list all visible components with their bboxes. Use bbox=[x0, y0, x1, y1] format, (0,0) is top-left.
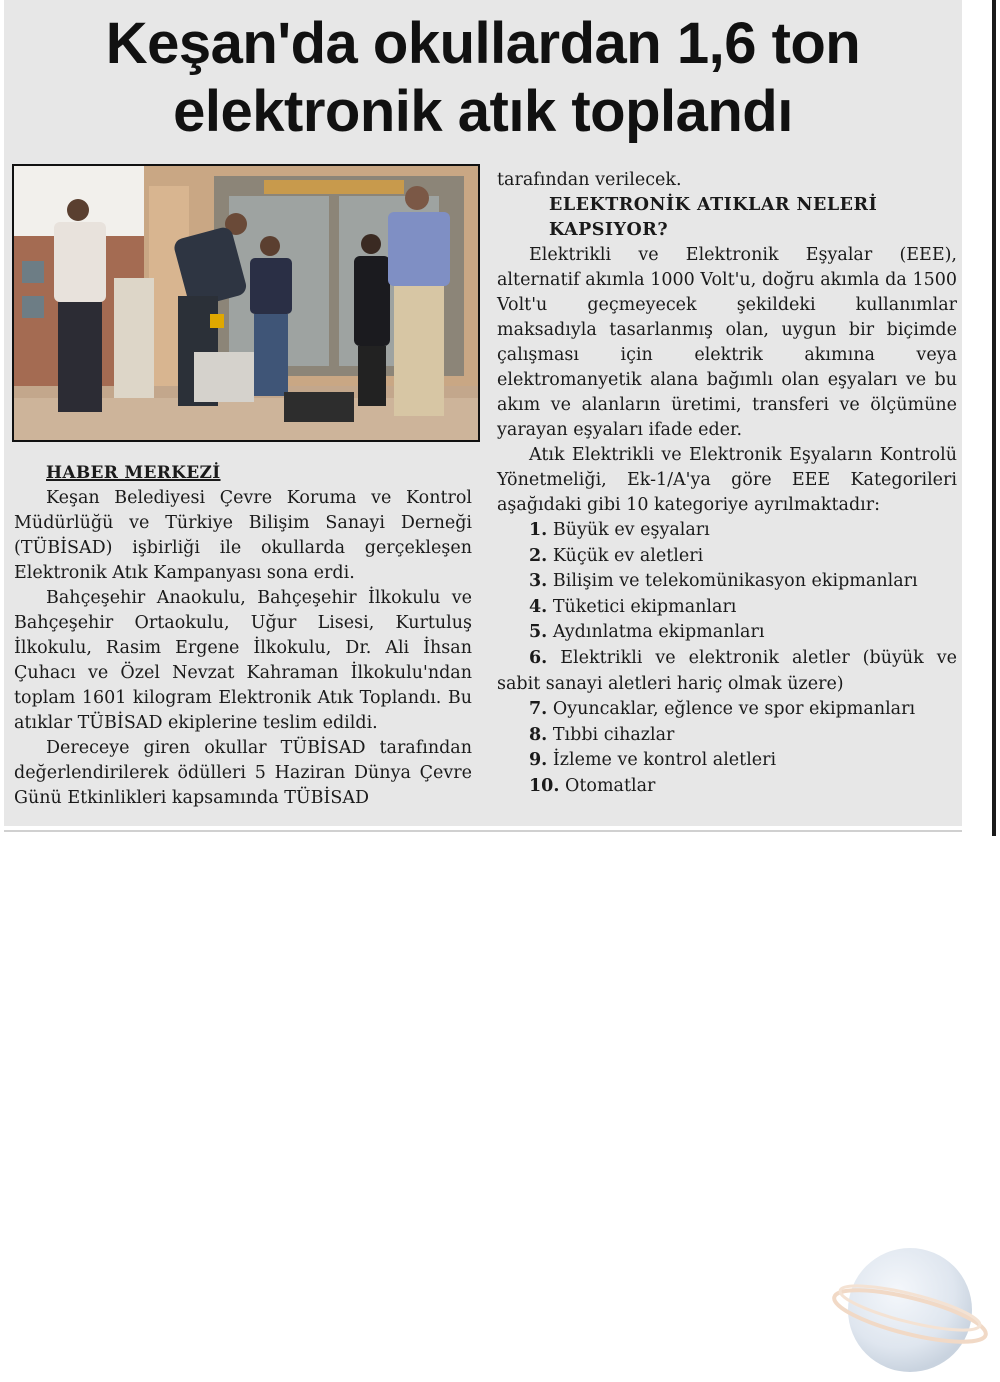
category-text: İzleme ve kontrol aletleri bbox=[552, 750, 777, 771]
category-item bbox=[497, 569, 957, 595]
headline bbox=[4, 10, 962, 146]
right-column bbox=[497, 168, 957, 800]
category-number: 4. bbox=[529, 596, 548, 617]
newspaper-clipping bbox=[4, 0, 962, 826]
category-item bbox=[497, 544, 957, 570]
headline-line-2: elektronik atık toplandı bbox=[173, 79, 793, 144]
category-item bbox=[497, 646, 957, 697]
right-paragraph-2: Atık Elektrikli ve Elektronik Eşyaların Kontrolü Yönetmeliği, Ek-1/A'ya göre EEE Kategorileri aşağıdaki gibi 10 kategoriye ayrılmaktadır: bbox=[497, 445, 957, 515]
headline-line-1: Keşan'da okullardan 1,6 ton bbox=[105, 11, 861, 76]
right-paragraph-1: Elektrikli ve Elektronik Eşyalar (EEE), alternatif akımla 1000 Volt'u, doğru akımla da 1500 Volt'u geçmeyecek şekildeki kullanımlar maksadıyla tasarlanmış olan, uygun bir biçimde çalışması için elektrik akımına veya elektromanyetik alana bağımlı olan eşyaları ve bu akım ve alanların üretimi, transferi ve ölçümüne yarayan eşyaları ifade eder. bbox=[497, 245, 957, 440]
left-paragraph-2: Bahçeşehir Anaokulu, Bahçeşehir İlkokulu ve Bahçeşehir Ortaokulu, Uğur Lisesi, Kurtuluş İlkokulu, Rasim Ergene İlkokulu, Dr. Ali İhsan Çuhacı ve Özel Nevzat Kahraman İlkokulu'ndan toplam 1601 kilogram Elektronik Atık Toplandı. Bu atıklar TÜBİSAD ekiplerine teslim edildi. bbox=[14, 588, 472, 733]
left-paragraph-1: Keşan Belediyesi Çevre Koruma ve Kontrol Müdürlüğü ve Türkiye Bilişim Sanayi Derneği (TÜBİSAD) işbirliği ile okullarda gerçekleşen Elektronik Atık Kampanyası sona erdi. bbox=[14, 488, 472, 583]
byline: HABER MERKEZİ bbox=[46, 463, 221, 483]
category-text: Tüketici ekipmanları bbox=[552, 596, 737, 617]
category-number: 1. bbox=[529, 520, 548, 540]
category-item bbox=[497, 620, 957, 646]
category-text: Büyük ev eşyaları bbox=[552, 520, 710, 540]
category-text: Oyuncaklar, eğlence ve spor ekipmanları bbox=[552, 699, 916, 720]
category-item bbox=[497, 774, 957, 800]
subhead-line-1: ELEKTRONİK ATIKLAR NELERİ bbox=[549, 195, 878, 215]
category-number: 6. bbox=[529, 647, 548, 668]
category-text: Elektrikli ve elektronik aletler (büyük ve sabit sanayi aletleri hariç olmak üzere) bbox=[497, 647, 957, 694]
category-number: 5. bbox=[529, 622, 548, 643]
category-item bbox=[497, 595, 957, 621]
category-item bbox=[497, 748, 957, 774]
left-column bbox=[14, 461, 472, 811]
category-number: 2. bbox=[529, 545, 548, 566]
category-item bbox=[497, 697, 957, 723]
category-text: Aydınlatma ekipmanları bbox=[552, 622, 765, 643]
right-continuation: tarafından verilecek. bbox=[497, 170, 682, 190]
right-edge-rule bbox=[992, 0, 996, 836]
category-item bbox=[497, 518, 957, 544]
category-text: Otomatlar bbox=[565, 775, 656, 796]
category-number: 8. bbox=[529, 724, 548, 745]
category-text: Küçük ev aletleri bbox=[552, 545, 704, 566]
left-paragraph-3: Dereceye giren okullar TÜBİSAD tarafından değerlendirilerek ödülleri 5 Haziran Dünya Çevre Günü Etkinlikleri kapsamında TÜBİSAD bbox=[14, 738, 472, 808]
category-number: 3. bbox=[529, 571, 548, 592]
group-photo-icon bbox=[12, 164, 480, 442]
planet-logo-icon bbox=[830, 1248, 990, 1378]
category-number: 9. bbox=[529, 750, 548, 771]
category-item bbox=[497, 723, 957, 749]
category-text: Bilişim ve telekomünikasyon ekipmanları bbox=[552, 571, 918, 592]
subhead-line-2: KAPSIYOR? bbox=[549, 220, 669, 240]
category-number: 7. bbox=[529, 699, 548, 720]
category-list bbox=[497, 518, 957, 800]
category-number: 10. bbox=[529, 775, 560, 796]
category-text: Tıbbi cihazlar bbox=[552, 724, 675, 745]
clipping-bottom-divider bbox=[4, 830, 962, 832]
